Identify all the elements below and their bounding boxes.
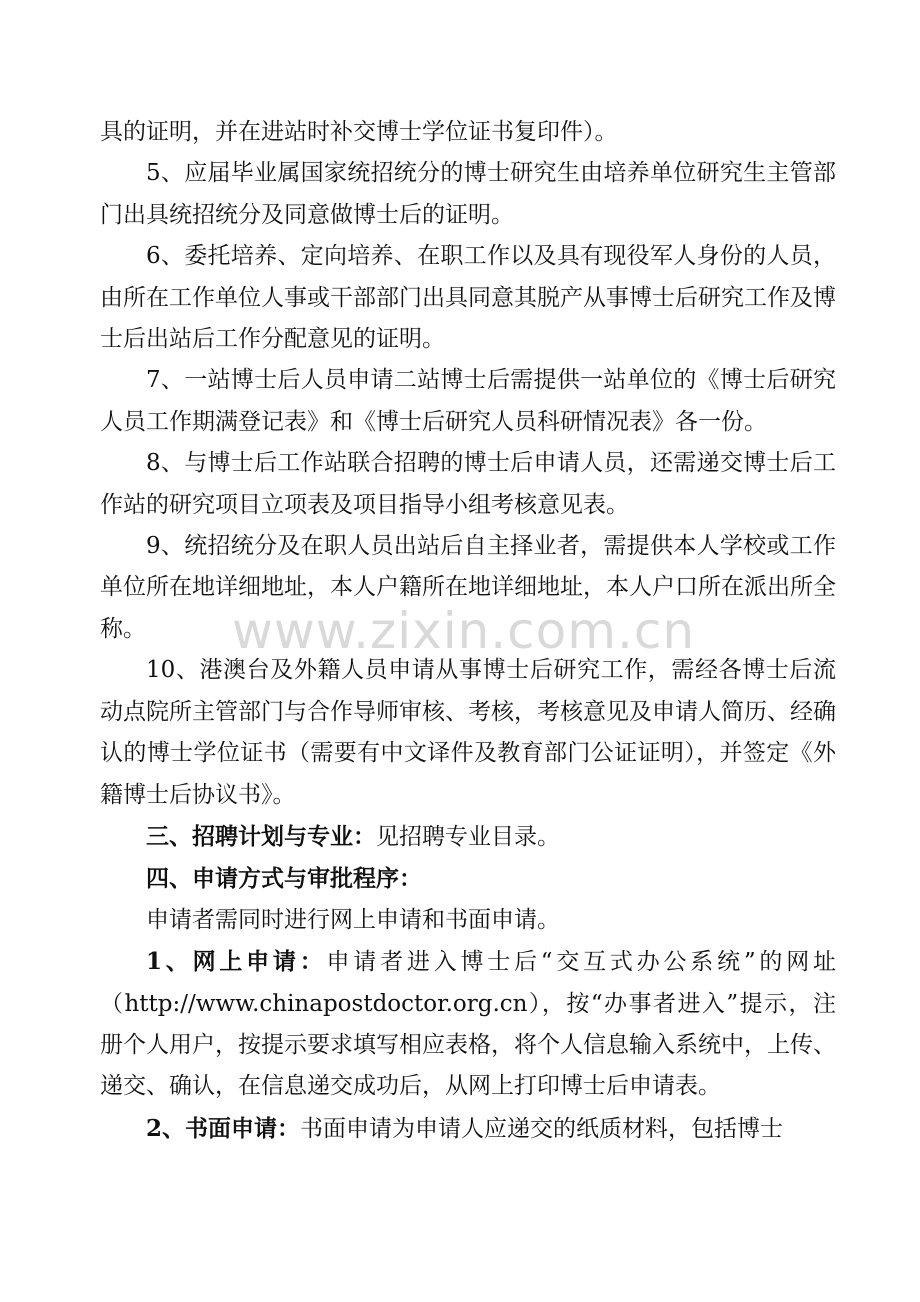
paragraph-item-9: 9、统招统分及在职人员出站后自主择业者，需提供本人学校或工作单位所在地详细地址，本人户籍所在地详细地址，本人户口所在派出所全称。 xyxy=(100,533,836,642)
paragraph-item-6: 6、委托培养、定向培养、在职工作以及具有现役军人身份的人员，由所在工作单位人事或干部部门出具同意其脱产从事博士后研究工作及博士后出站后工作分配意见的证明。 xyxy=(100,243,836,353)
paragraph-item-8: 8、与博士后工作站联合招聘的博士后申请人员，还需递交博士后工作站的研究项目立项表及项目指导小组考核意见表。 xyxy=(100,450,836,518)
item-1-heading: 1、网上申请： xyxy=(146,948,327,976)
item-2-body: 书面申请为申请人应递交的纸质材料，包括博士 xyxy=(300,1115,784,1142)
section-4-item-1 xyxy=(100,941,836,1108)
section-4-heading: 四、申请方式与审批程序： xyxy=(146,865,422,893)
section-3 xyxy=(100,816,836,858)
paragraph-item-10: 10、港澳台及外籍人员申请从事博士后研究工作，需经各博士后流动点院所主管部门与合作导师审核、考核，考核意见及申请人简历、经确认的博士学位证书（需要有中文译件及教育部门公证证明），并签定《外籍博士后协议书》。 xyxy=(100,657,836,808)
paragraph-item-7: 7、一站博士后人员申请二站博士后需提供一站单位的《博士后研究人员工作期满登记表》和《博士后研究人员科研情况表》各一份。 xyxy=(100,367,836,435)
paragraph-item-5: 5、应届毕业属国家统招统分的博士研究生由培养单位研究生主管部门出具统招统分及同意做博士后的证明。 xyxy=(100,160,836,228)
section-3-body: 见招聘专业目录。 xyxy=(376,823,560,850)
item-2-heading: 2、书面申请： xyxy=(146,1114,301,1142)
item-1-body: 申请者进入博士后“交互式办公系统”的网址（http://www.chinapostdoctor.org.cn），按“办事者进入”提示，注册个人用户，按提示要求填写相应表格，将个人信息输入系统中，上传、递交、确认，在信息递交成功后，从网上打印博士后申请表。 xyxy=(100,949,836,1100)
section-4-intro: 申请者需同时进行网上申请和书面申请。 xyxy=(146,906,560,933)
section-3-heading: 三、招聘计划与专业： xyxy=(146,822,376,850)
section-4-item-2 xyxy=(100,1108,836,1150)
paragraph-continuation: 具的证明，并在进站时补交博士学位证书复印件）。 xyxy=(100,119,618,145)
watermark: www.zixin.com.cn xyxy=(232,602,696,660)
